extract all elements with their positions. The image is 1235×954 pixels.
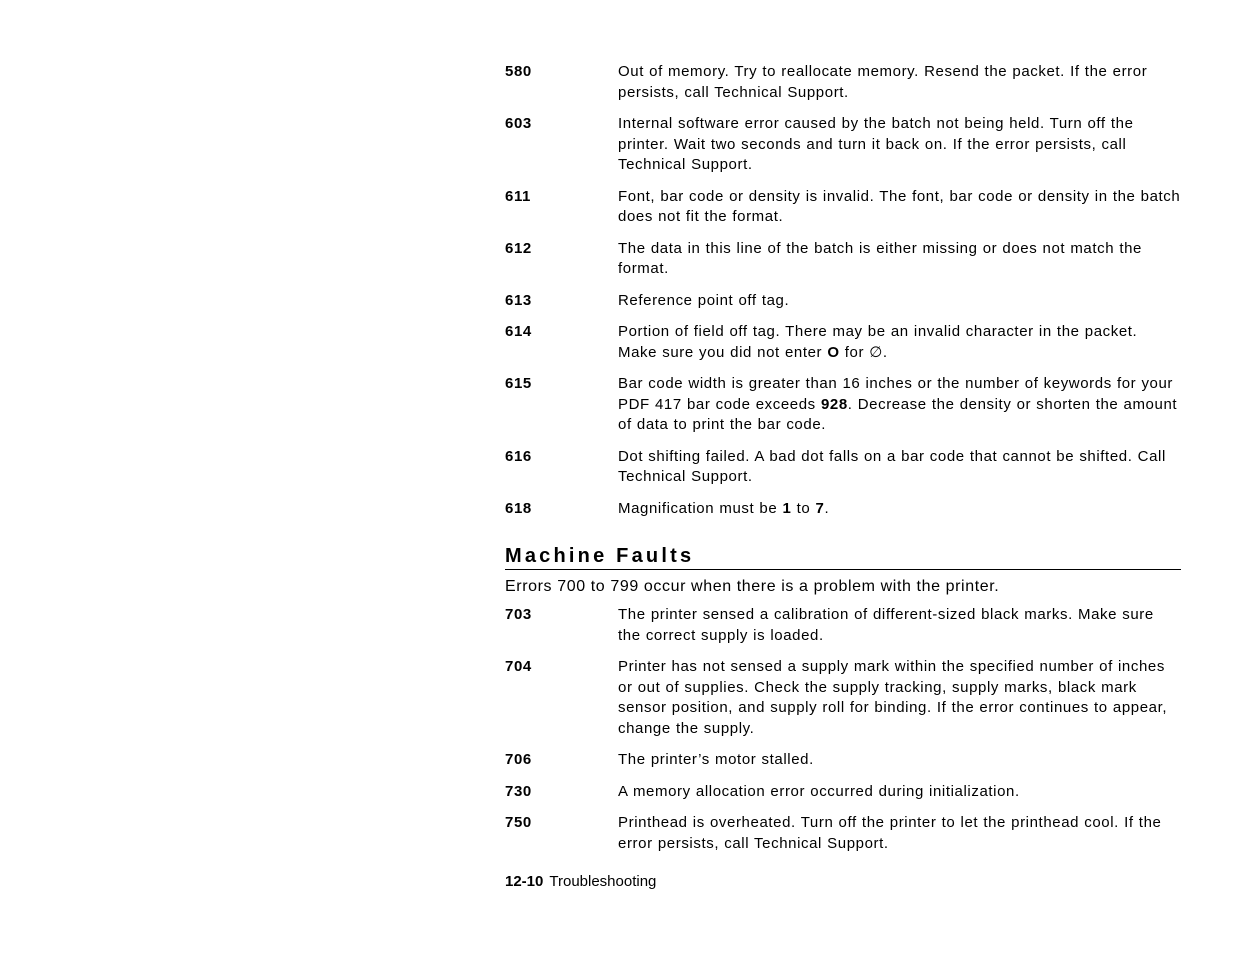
error-description (618, 322, 1181, 363)
error-entry (505, 447, 1181, 488)
description-text: The printer sensed a calibration of different-sized black marks. Make sure the correct supply is loaded. (618, 606, 1154, 644)
error-code: 615 (505, 375, 532, 392)
error-description (618, 114, 1181, 176)
error-entry (505, 657, 1181, 739)
error-description (618, 782, 1181, 803)
error-entry (505, 239, 1181, 280)
description-text: Printer has not sensed a supply mark within the specified number of inches or out of supplies. Check the supply tracking, supply marks, black mark sensor position, and supply roll for binding. If the error continues to appear, change the supply. (618, 658, 1168, 737)
error-description (618, 813, 1181, 852)
error-description (618, 374, 1181, 436)
error-code: 703 (505, 606, 532, 623)
section-heading: Machine Faults (505, 544, 1181, 570)
error-description (618, 447, 1181, 488)
error-code: 704 (505, 658, 532, 675)
error-description (618, 291, 1181, 312)
error-entry (505, 605, 1181, 646)
error-entry (505, 750, 1181, 771)
error-description (618, 750, 1181, 771)
page-number: 12-10 (505, 873, 544, 890)
description-text: Font, bar code or density is invalid. The font, bar code or density in the batch does not fit the format. (618, 187, 1181, 225)
error-code: 612 (505, 239, 532, 257)
error-entry (505, 187, 1181, 228)
error-code: 750 (505, 814, 532, 831)
error-code: 618 (505, 499, 532, 517)
description-text: The data in this line of the batch is either missing or does not match the format. (618, 239, 1142, 277)
description-text: Dot shifting failed. A bad dot falls on a bar code that cannot be shifted. Call Technical Support. (618, 447, 1166, 485)
description-text: Internal software error caused by the batch not being held. Turn off the printer. Wait two seconds and turn it back on. If the error persists, call Technical Support. (618, 115, 1134, 173)
page-content (505, 62, 1181, 852)
error-description (618, 239, 1181, 280)
error-entry (505, 291, 1181, 312)
error-code: 706 (505, 751, 532, 768)
emphasis-text: O (827, 343, 840, 361)
description-text: The printer’s motor stalled. (618, 751, 814, 768)
description-text: Portion of field off tag. There may be an invalid character in the packet. Make sure you did not enter (618, 323, 1138, 361)
error-code-list (505, 62, 1181, 519)
error-description (618, 187, 1181, 228)
description-text: Magnification must be (618, 499, 783, 517)
error-code: 730 (505, 782, 532, 800)
error-code: 613 (505, 291, 532, 309)
error-description (618, 499, 1181, 520)
description-text: Printhead is overheated. Turn off the printer to let the printhead cool. If the error persists, call Technical Support. (618, 814, 1162, 852)
description-text: . (824, 499, 830, 517)
error-entry (505, 782, 1181, 803)
error-entry (505, 813, 1181, 852)
error-entry (505, 114, 1181, 176)
error-entry (505, 499, 1181, 520)
error-code: 616 (505, 447, 532, 465)
error-code: 611 (505, 187, 531, 205)
description-text: Bar code width is greater than 16 inches or the number of keywords for your PDF 417 bar code exceeds (618, 375, 1174, 413)
description-text: A memory allocation error occurred during initialization. (618, 782, 1020, 800)
error-code: 603 (505, 115, 532, 132)
description-text: Reference point off tag. (618, 291, 790, 309)
chapter-name: Troubleshooting (549, 873, 657, 890)
description-text: . Decrease the density or shorten the amount of data to print the bar code. (618, 395, 1178, 433)
page-footer (505, 872, 656, 892)
error-description (618, 62, 1181, 103)
error-code: 614 (505, 323, 532, 340)
section-intro: Errors 700 to 799 occur when there is a problem with the printer. (505, 578, 1000, 595)
machine-fault-list (505, 605, 1181, 852)
error-description (618, 605, 1181, 646)
error-entry (505, 322, 1181, 363)
error-description (618, 657, 1181, 739)
emphasis-text: 7 (815, 499, 825, 517)
error-entry (505, 374, 1181, 436)
error-code: 580 (505, 63, 532, 80)
error-entry (505, 62, 1181, 103)
description-text: to (791, 499, 816, 517)
emphasis-text: 1 (782, 499, 792, 517)
description-text: Out of memory. Try to reallocate memory. Resend the packet. If the error persists, call Technical Support. (618, 63, 1148, 101)
description-text: for ∅. (839, 343, 888, 361)
emphasis-text: 928 (820, 395, 848, 413)
